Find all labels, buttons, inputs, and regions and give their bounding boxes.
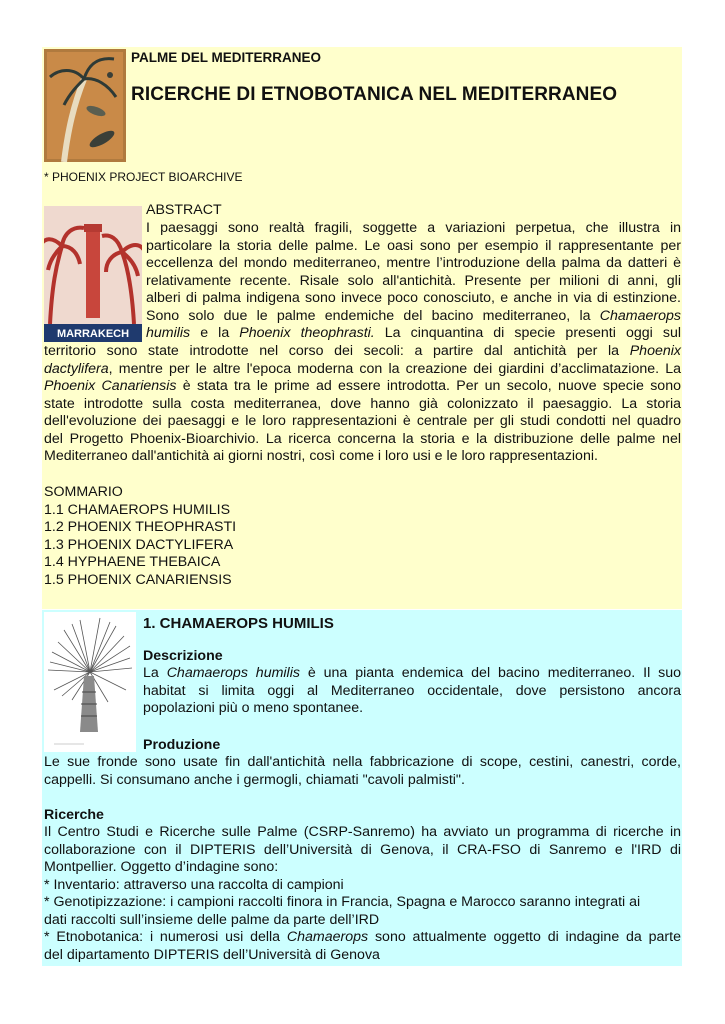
chapter-title: 1. CHAMAEROPS HUMILIS bbox=[143, 615, 334, 632]
summary-item: 1.5 PHOENIX CANARIENSIS bbox=[44, 571, 232, 588]
research-line: Il Centro Studi e Ricerche sulle Palme (CSRP-Sanremo) ha avviato un programma di ricerche in bbox=[44, 824, 681, 840]
production-line: cappelli. Si consumano anche i germogli, chiamati "cavoli palmisti". bbox=[44, 771, 465, 788]
research-text bbox=[44, 824, 681, 964]
abstract-text-cont bbox=[44, 343, 681, 466]
production-heading: Produzione bbox=[143, 737, 221, 753]
research-line: dati raccolti sull’insieme delle palme da parte dell’IRD bbox=[44, 911, 380, 928]
abstract-line: del Progetto Phoenix-Bioarchivio. La ricerca concerna la storia e la distribuzione delle palme nel bbox=[44, 430, 681, 447]
description-line: popolazioni più o meno spontanee. bbox=[143, 700, 364, 716]
summary bbox=[44, 484, 236, 589]
summary-item: 1.2 PHOENIX THEOPHRASTI bbox=[44, 519, 237, 535]
research-line: * Genotipizzazione: i campioni raccolti finora in Francia, Spagna e Marocco saranno integrati ai bbox=[44, 894, 641, 910]
summary-heading: SOMMARIO bbox=[44, 484, 123, 500]
research-line: collaborazione con il DIPTERIS dell’Università di Genova, il CRA-FSO di Sanremo e l'IRD di bbox=[44, 841, 681, 858]
poster-lettering: MARRAKECH bbox=[56, 328, 130, 340]
palm-artwork-image bbox=[44, 49, 126, 162]
research-line: Montpellier. Oggetto d’indagine sono: bbox=[44, 859, 279, 875]
chamaerops-illustration bbox=[44, 612, 136, 752]
abstract-line: state introdotte sulla costa mediterranea, dove hanno già colonizzato il paesaggio. La storia bbox=[44, 395, 681, 412]
production-line: Le sue fronde sono usate fin dall'antichità nella fabbricazione di scope, cestini, canestri, corde, bbox=[44, 754, 681, 770]
abstract-line: dell'evoluzione dei paesaggi e le loro rappresentazioni è centrale per gli studi condotti nel quadro bbox=[44, 413, 681, 429]
research-line: del dipartamento DIPTERIS dell’Università di Genova bbox=[44, 946, 380, 963]
description-heading: Descrizione bbox=[143, 648, 223, 664]
abstract-line: Mediterraneo dall'antichità ai giorni nostri, così come i loro usi e le loro rappresentazioni. bbox=[44, 448, 598, 464]
abstract-line: dactylifera, mentre per le altre l'epoca moderna con la creazione dei giardini d’acclimatazione. La bbox=[44, 360, 681, 377]
abstract-line: alberi di palma indigena sono invece poco conosciuto, e anche in via di estinzione. bbox=[146, 290, 681, 306]
abstract-line: Phoenix Canariensis è stata tra le prime ad essere introdotta. Per un secolo, nuove specie sono bbox=[44, 378, 681, 394]
production-text bbox=[44, 754, 681, 789]
abstract-text bbox=[146, 220, 681, 343]
abstract-line: I paesaggi sono realtà fragili, soggette a variazioni perpetua, che illustra in bbox=[146, 220, 681, 236]
page-title: RICERCHE DI ETNOBOTANICA NEL MEDITERRANEO bbox=[131, 84, 618, 105]
research-heading: Ricerche bbox=[44, 807, 104, 823]
description-line: habitat si limita oggi al Mediterraneo occidentale, dove persistono ancora bbox=[143, 682, 681, 699]
abstract-line: Sono solo due le palme endemiche del bacino mediterraneo, la Chamaerops bbox=[146, 307, 682, 324]
abstract-line: territorio sono state introdotte nel corso dei secoli: a partire dal antichità per la Phoenix bbox=[44, 343, 681, 359]
abstract-line: particolare la storia delle palme. Le oasi sono per esempio il rappresentante per bbox=[146, 237, 681, 254]
source-note: * PHOENIX PROJECT BIOARCHIVE bbox=[44, 170, 243, 184]
abstract-line: relativamente recente. Risale solo all'antichità. Presente per milioni di anni, gli bbox=[146, 272, 681, 289]
description-line: La Chamaerops humilis è una pianta endemica del bacino mediterraneo. Il suo bbox=[143, 665, 681, 681]
marrakech-poster-image bbox=[44, 206, 142, 342]
research-line: * Inventario: attraverso una raccolta di campioni bbox=[44, 876, 344, 893]
summary-item: 1.1 CHAMAEROPS HUMILIS bbox=[44, 501, 231, 518]
research-line: * Etnobotanica: i numerosi usi della Chamaerops sono attualmente oggetto di indagine da parte bbox=[44, 929, 681, 945]
abstract-line: humilis e la Phoenix theophrasti. La cinquantina di specie presenti oggi sul bbox=[146, 325, 681, 341]
abstract-heading: ABSTRACT bbox=[146, 202, 222, 218]
abstract-line: eccellenza del mondo mediterraneo, mentre l’introduzione della palma da datteri è bbox=[146, 255, 681, 271]
summary-item: 1.3 PHOENIX DACTYLIFERA bbox=[44, 536, 234, 553]
section-label: PALME DEL MEDITERRANEO bbox=[131, 50, 322, 65]
summary-item: 1.4 HYPHAENE THEBAICA bbox=[44, 554, 221, 570]
description-text bbox=[143, 665, 681, 718]
